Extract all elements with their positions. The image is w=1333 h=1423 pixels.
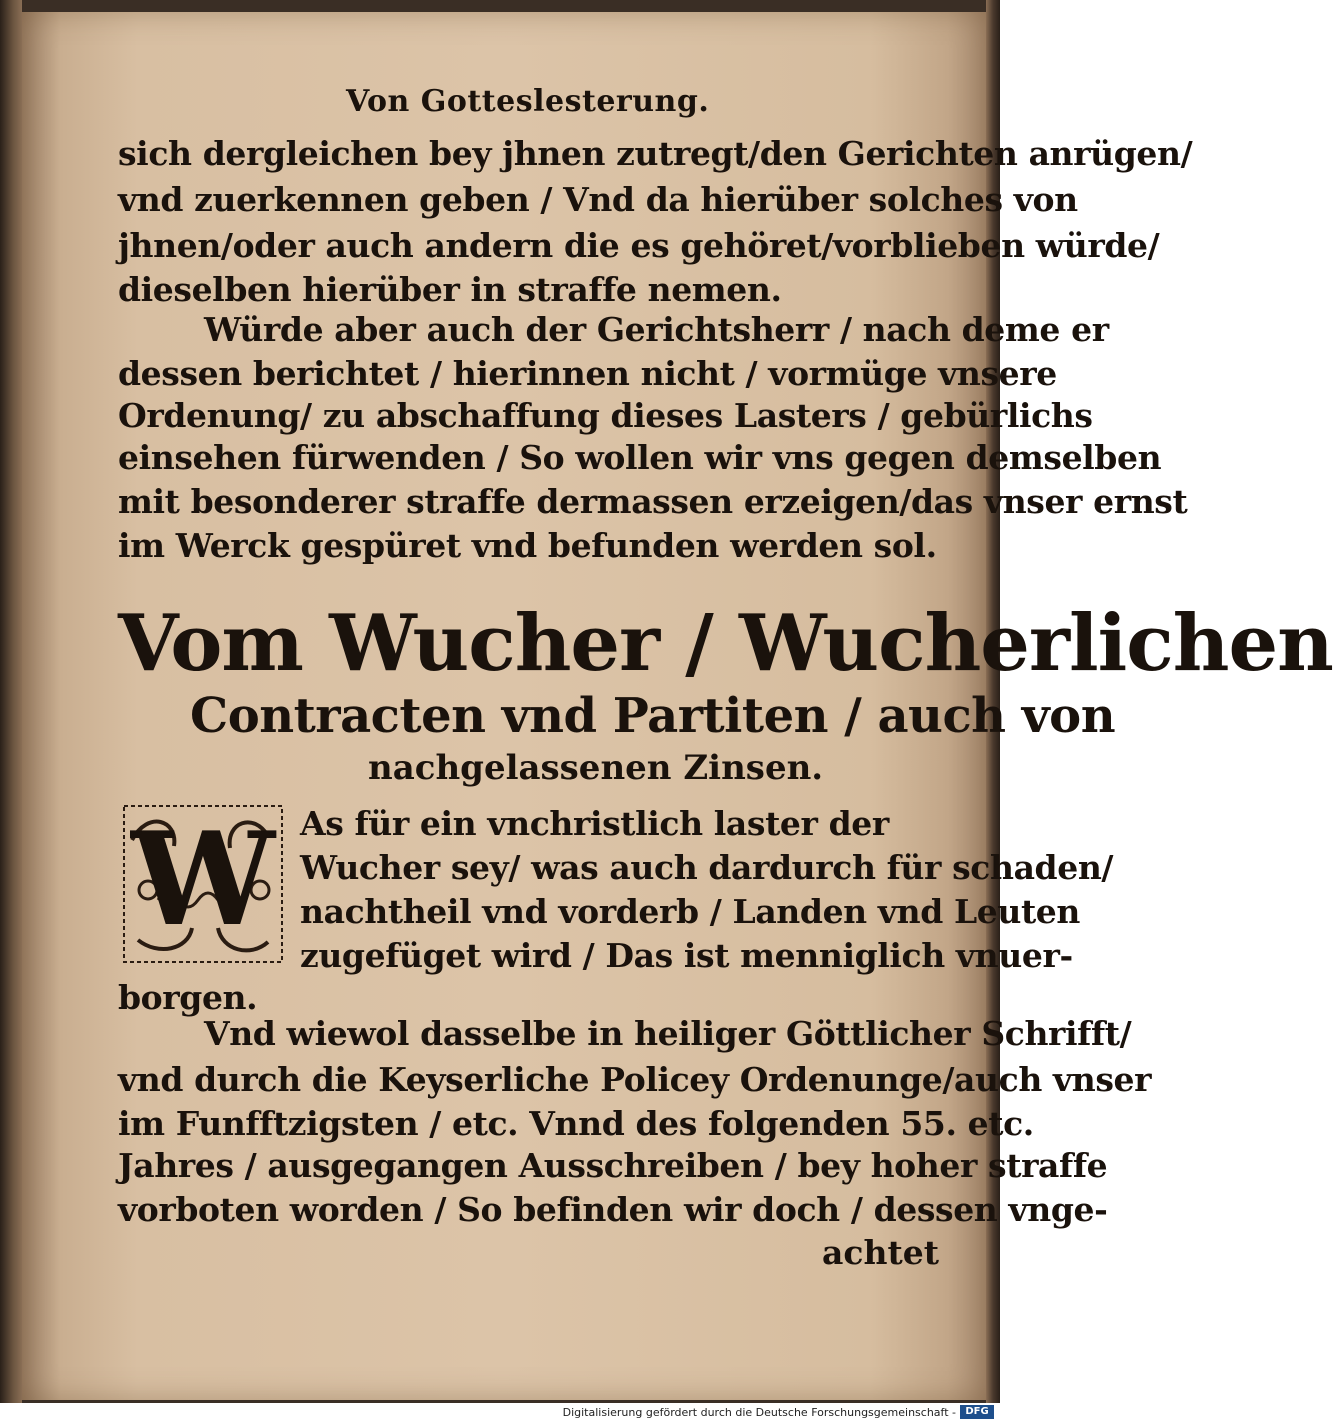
text-line: vorboten worden / So befinden wir doch / dessen vnge- [118,1190,1108,1229]
text-line: im Funfftzigsten / etc. Vnnd des folgenden 55. etc. [118,1104,1034,1143]
text-line: einsehen fürwenden / So wollen wir vns gegen demselben [118,438,1162,477]
text-line: dieselben hierüber in straffe nemen. [118,270,782,309]
text-line: im Werck gespüret vnd befunden werden sol. [118,526,937,565]
catchword: achtet [822,1233,939,1272]
initial-letter: W [131,805,275,955]
section-heading-line-3: nachgelassenen Zinsen. [368,748,824,788]
text-line: As für ein vnchristlich laster der [300,804,889,843]
text-line: Jahres / ausgegangen Ausschreiben / bey hoher straffe [118,1146,1108,1185]
text-line: jhnen/oder auch andern die es gehöret/vorblieben würde/ [118,226,1160,265]
text-line: Ordenung/ zu abschaffung dieses Lasters / gebürlichs [118,396,1093,435]
text-line: mit besonderer straffe dermassen erzeigen/das vnser ernst [118,482,1188,521]
text-line: Wucher sey/ was auch dardurch für schaden/ [300,848,1114,887]
text-line: borgen. [118,978,258,1017]
decorated-initial-w [118,800,288,968]
text-line: dessen berichtet / hierinnen nicht / vormüge vnsere [118,354,1057,393]
section-heading-line-2: Contracten vnd Partiten / auch von [190,688,1116,744]
text-line: zugefüget wird / Das ist menniglich vnuer- [300,936,1073,975]
funding-credit: Digitalisierung gefördert durch die Deutsche Forschungsgemeinschaft - [562,1406,956,1419]
text-line: vnd durch die Keyserliche Policey Ordenunge/auch vnser [118,1060,1152,1099]
dfg-logo: DFG [960,1405,994,1419]
text-line: nachtheil vnd vorderb / Landen vnd Leuten [300,892,1080,931]
text-line: vnd zuerkennen geben / Vnd da hierüber solches von [118,180,1078,219]
running-head: Von Gotteslesterung. [346,84,710,119]
text-line: sich dergleichen bey jhnen zutregt/den Gerichten anrügen/ [118,134,1193,173]
text-line: Vnd wiewol dasselbe in heiliger Göttlicher Schrifft/ [204,1014,1132,1053]
section-heading-line-1: Vom Wucher / Wucherlichen [118,598,1333,689]
text-line: Würde aber auch der Gerichtsherr / nach deme er [204,310,1109,349]
book-edge-left [0,0,22,1403]
